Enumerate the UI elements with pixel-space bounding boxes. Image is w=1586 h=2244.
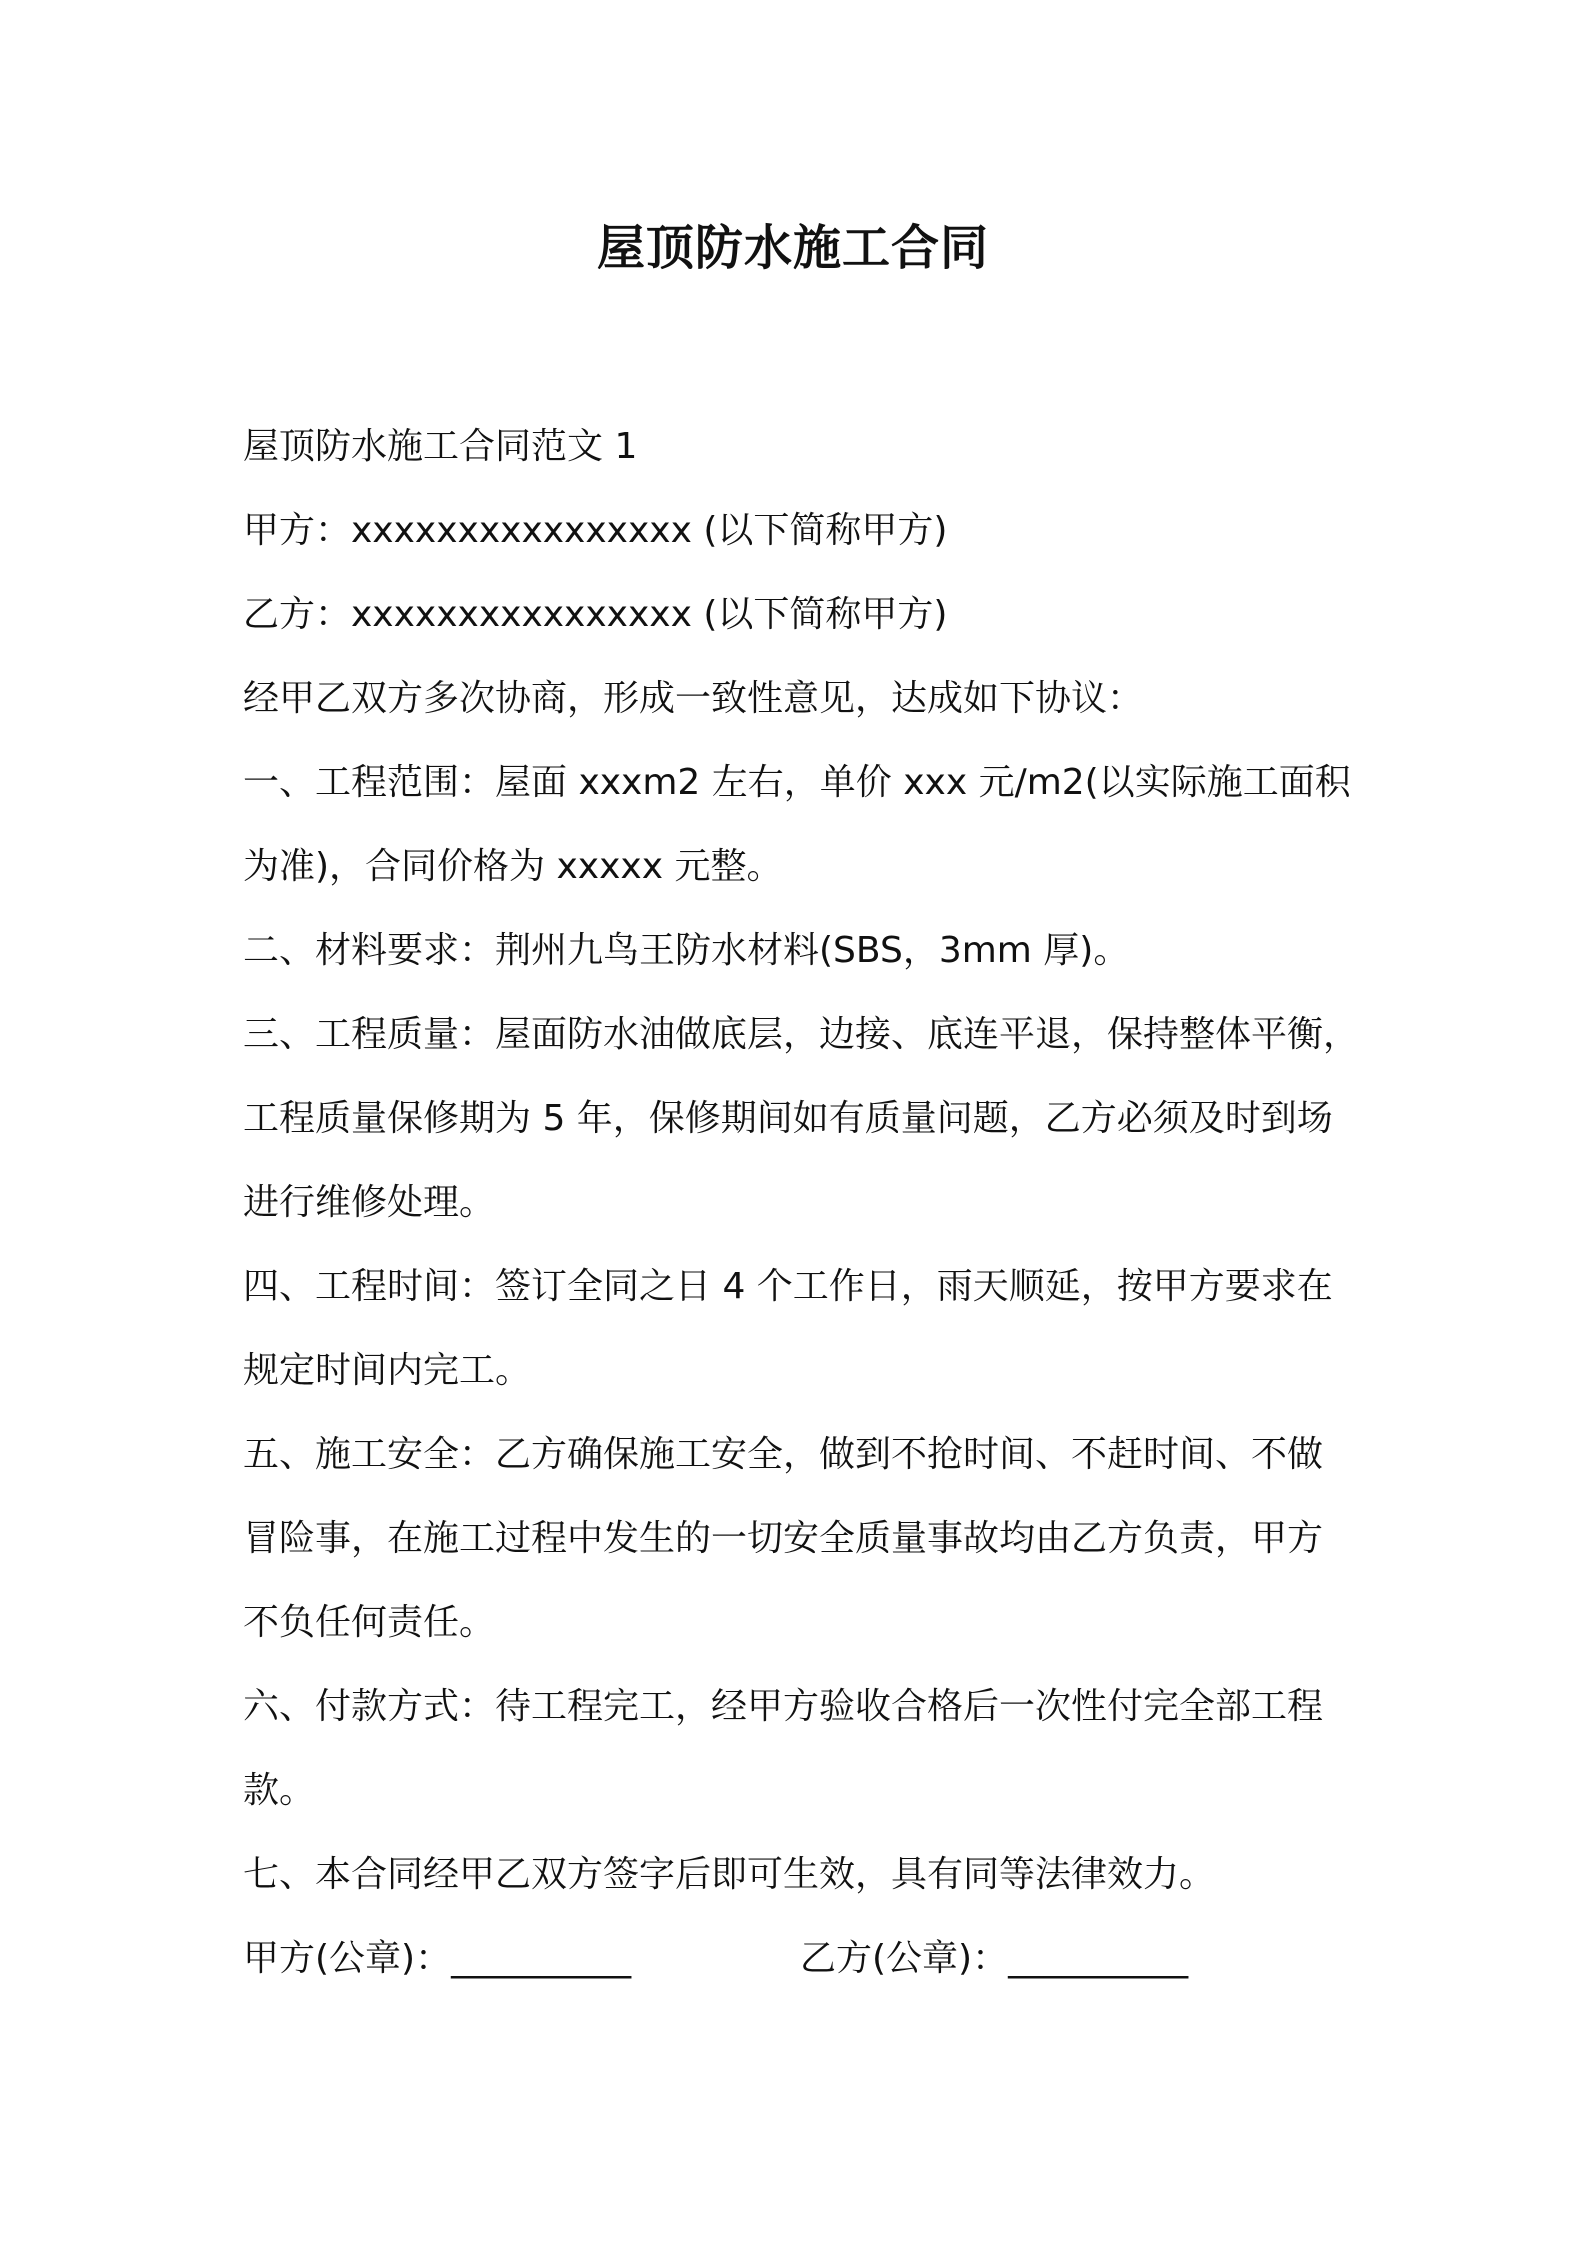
party-a-signature: 甲方(公章)：__________ (243, 1938, 632, 1979)
subtitle-line: 屋顶防水施工合同范文 1 (243, 426, 638, 467)
clause-1-line-2: 为准)，合同价格为 xxxxx 元整。 (243, 846, 783, 887)
clause-6-line-2: 款。 (243, 1770, 316, 1811)
party-a-line: 甲方：xxxxxxxxxxxxxxxx (以下简称甲方) (243, 510, 948, 551)
clause-7-line-1: 七、本合同经甲乙双方签字后即可生效，具有同等法律效力。 (243, 1854, 1216, 1895)
clause-1-line-1: 一、工程范围：屋面 xxxm2 左右，单价 xxx 元/m2(以实际施工面积 (243, 762, 1351, 803)
party-b-line: 乙方：xxxxxxxxxxxxxxxx (以下简称甲方) (243, 594, 948, 635)
signature-row (243, 1917, 1363, 2001)
party-b-signature: 乙方(公章)：__________ (800, 1938, 1189, 1979)
clause-3-line-1: 三、工程质量：屋面防水油做底层，边接、底连平退，保持整体平衡， (243, 1014, 1360, 1055)
document-title: 屋顶防水施工合同 (596, 220, 989, 276)
clause-4-line-2: 规定时间内完工。 (243, 1350, 532, 1391)
clause-5-line-2: 冒险事，在施工过程中发生的一切安全质量事故均由乙方负责，甲方 (243, 1518, 1324, 1559)
clause-3-line-2: 工程质量保修期为 5 年，保修期间如有质量问题，乙方必须及时到场 (243, 1098, 1333, 1139)
agreement-intro-line: 经甲乙双方多次协商，形成一致性意见，达成如下协议： (243, 678, 1144, 719)
clause-4-line-1: 四、工程时间：签订全同之日 4 个工作日，雨天顺延，按甲方要求在 (243, 1266, 1333, 1307)
clause-5-line-3: 不负任何责任。 (243, 1602, 496, 1643)
clause-5-line-1: 五、施工安全：乙方确保施工安全，做到不抢时间、不赶时间、不做 (243, 1434, 1324, 1475)
clause-6-line-1: 六、付款方式：待工程完工，经甲方验收合格后一次性付完全部工程 (243, 1686, 1324, 1727)
clause-2-line-1: 二、材料要求：荆州九鸟王防水材料(SBS，3mm 厚)。 (243, 930, 1130, 971)
document-body (243, 405, 1363, 2001)
clause-3-line-3: 进行维修处理。 (243, 1182, 496, 1223)
